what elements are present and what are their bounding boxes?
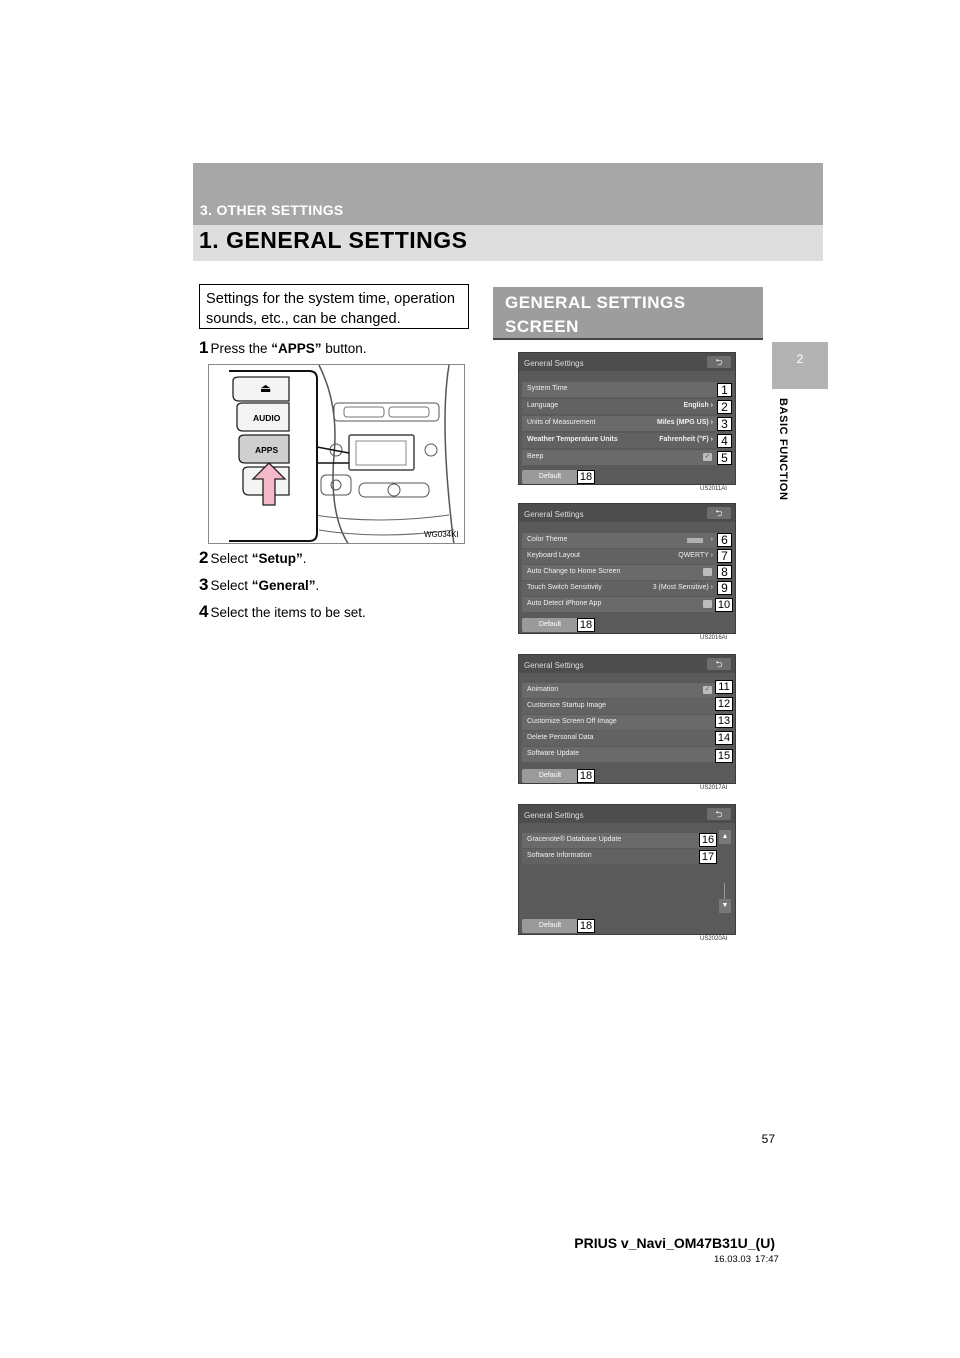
step-3: 3 Select “General”. (199, 575, 320, 594)
screen-code: US2016AI (700, 635, 728, 641)
row-auto-change-home[interactable]: Auto Change to Home Screen (522, 565, 717, 580)
callout-3: 3 (717, 417, 732, 431)
callout-18: 18 (577, 769, 595, 783)
apps-button-label: APPS (255, 445, 279, 455)
row-customize-startup-image[interactable]: Customize Startup Image (522, 699, 717, 714)
step-1: 1 Press the “APPS” button. (199, 338, 367, 357)
callout-1: 1 (717, 383, 732, 397)
document-time: 17:47 (755, 1254, 779, 1265)
audio-button-label: AUDIO (253, 413, 281, 423)
general-settings-screen-4 (518, 804, 736, 935)
row-color-theme[interactable]: Color Theme › (522, 533, 717, 548)
dashboard-drawing (209, 365, 465, 544)
screen-title: General Settings (524, 811, 584, 820)
scroll-down-icon[interactable]: ▼ (719, 899, 731, 913)
default-button[interactable]: Default (522, 919, 578, 933)
intro-box: Settings for the system time, operation sounds, etc., can be changed. (199, 284, 469, 329)
auto-change-checkbox[interactable] (703, 568, 712, 576)
callout-10: 10 (715, 598, 733, 612)
back-icon[interactable]: ⮌ (707, 808, 731, 820)
back-icon[interactable]: ⮌ (707, 356, 731, 368)
screen-title: General Settings (524, 510, 584, 519)
callout-7: 7 (717, 549, 732, 563)
default-button[interactable]: Default (522, 470, 578, 484)
screen-code: US2017AI (700, 785, 728, 791)
callout-6: 6 (717, 533, 732, 547)
figure-code: WG034KI (424, 530, 459, 539)
auto-detect-checkbox[interactable] (703, 600, 712, 608)
general-settings-screen-3 (518, 654, 736, 784)
screen-title: General Settings (524, 359, 584, 368)
row-software-information[interactable]: Software Information (522, 849, 717, 864)
default-button[interactable]: Default (522, 769, 578, 783)
default-button[interactable]: Default (522, 618, 578, 632)
callout-5: 5 (717, 451, 732, 465)
row-language[interactable]: Language English › (522, 399, 717, 414)
animation-checkbox[interactable]: ✓ (704, 686, 711, 693)
back-icon[interactable]: ⮌ (707, 507, 731, 519)
row-delete-personal-data[interactable]: Delete Personal Data (522, 731, 717, 746)
chapter-number: 2 (796, 352, 804, 366)
beep-checkbox[interactable]: ✓ (704, 453, 711, 460)
callout-18: 18 (577, 919, 595, 933)
screen-code: US2020AI (700, 936, 728, 942)
row-weather-temperature-units[interactable]: Weather Temperature Units Fahrenheit (°F) › (522, 433, 717, 448)
row-system-time[interactable]: System Time (522, 382, 717, 397)
callout-15: 15 (715, 749, 733, 763)
callout-13: 13 (715, 714, 733, 728)
row-touch-sensitivity[interactable]: Touch Switch Sensitivity 3 (Most Sensitive) › (522, 581, 717, 596)
screen-code: US2011AI (700, 486, 727, 492)
row-units-of-measurement[interactable]: Units of Measurement Miles (MPG US) › (522, 416, 717, 431)
callout-9: 9 (717, 581, 732, 595)
row-customize-screen-off-image[interactable]: Customize Screen Off Image (522, 715, 717, 730)
document-id: PRIUS v_Navi_OM47B31U_(U) (574, 1235, 775, 1251)
callout-11: 11 (715, 680, 733, 694)
screen-title: General Settings (524, 661, 584, 670)
row-gracenote-update[interactable]: Gracenote® Database Update (522, 833, 717, 848)
callout-18: 18 (577, 470, 595, 484)
callout-8: 8 (717, 565, 732, 579)
callout-14: 14 (715, 731, 733, 745)
callout-17: 17 (699, 850, 717, 864)
callout-16: 16 (699, 833, 717, 847)
scroll-up-icon[interactable]: ▲ (719, 830, 731, 844)
document-date: 16.03.03 (714, 1254, 751, 1265)
chapter-label: BASIC FUNCTION (777, 398, 789, 501)
row-software-update[interactable]: Software Update (522, 747, 717, 762)
section-label: 3. OTHER SETTINGS (200, 202, 344, 218)
row-keyboard-layout[interactable]: Keyboard Layout QWERTY › (522, 549, 717, 564)
callout-4: 4 (717, 434, 732, 448)
step-2: 2 Select “Setup”. (199, 548, 307, 567)
back-icon[interactable]: ⮌ (707, 658, 731, 670)
row-auto-detect-iphone[interactable]: Auto Detect iPhone App (522, 597, 717, 612)
row-animation[interactable]: Animation ✓ (522, 683, 717, 698)
page-title: 1. GENERAL SETTINGS (199, 227, 468, 253)
callout-12: 12 (715, 697, 733, 711)
general-settings-screen-1 (518, 352, 736, 485)
general-settings-screen-2 (518, 503, 736, 634)
step-4: 4 Select the items to be set. (199, 602, 366, 621)
eject-icon: ⏏ (260, 381, 272, 395)
page-number: 57 (761, 1132, 775, 1146)
color-swatch (687, 538, 703, 543)
callout-2: 2 (717, 400, 732, 414)
callout-18: 18 (577, 618, 595, 632)
dashboard-illustration (208, 364, 465, 544)
general-settings-screen-heading: GENERAL SETTINGS SCREEN (493, 287, 763, 340)
row-beep[interactable]: Beep ✓ (522, 450, 717, 465)
